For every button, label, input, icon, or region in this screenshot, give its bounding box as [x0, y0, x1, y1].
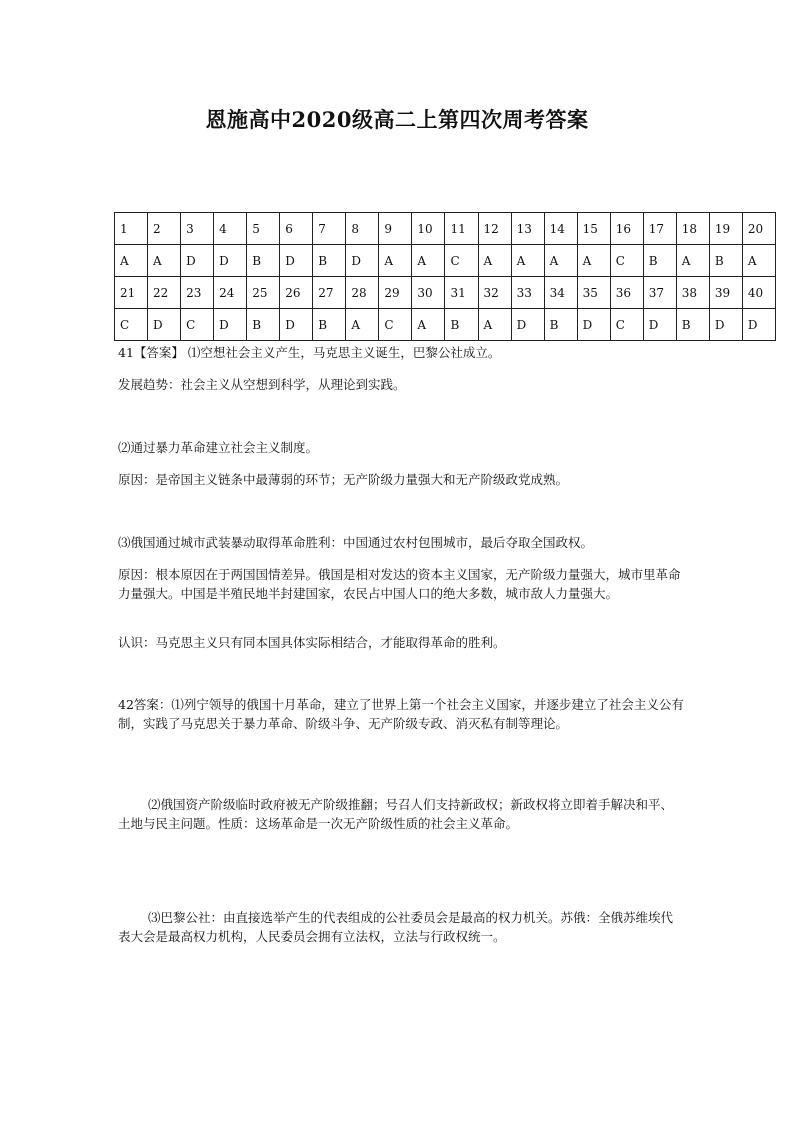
- question-number-cell: 18: [676, 213, 709, 245]
- answer-cell: D: [577, 309, 610, 341]
- answer-cell: A: [379, 245, 412, 277]
- document-title: 恩施高中2020级高二上第四次周考答案: [205, 107, 589, 132]
- answer-cell: B: [313, 309, 346, 341]
- question-number-cell: 32: [478, 277, 511, 309]
- answer-cell: A: [577, 245, 610, 277]
- question-number-cell: 5: [247, 213, 280, 245]
- question-number-cell: 17: [643, 213, 676, 245]
- answer-cell: A: [742, 245, 775, 277]
- q41-part3: ⑶俄国通过城市武装暴动取得革命胜利：中国通过农村包围城市，最后夺取全国政权。: [118, 535, 594, 550]
- answer-cell: A: [544, 245, 577, 277]
- question-number-cell: 29: [379, 277, 412, 309]
- answer-table-row: [115, 277, 776, 309]
- answer-cell: A: [478, 309, 511, 341]
- q41-trend: 发展趋势：社会主义从空想到科学，从理论到实践。: [118, 377, 406, 392]
- question-number-cell: 22: [148, 277, 181, 309]
- answer-cell: D: [280, 245, 313, 277]
- answer-cell: D: [709, 309, 742, 341]
- answer-cell: B: [676, 309, 709, 341]
- answer-cell: D: [280, 309, 313, 341]
- answer-cell: B: [313, 245, 346, 277]
- answer-cell: A: [115, 245, 148, 277]
- question-number-cell: 14: [544, 213, 577, 245]
- question-number-cell: 12: [478, 213, 511, 245]
- question-number-cell: 39: [709, 277, 742, 309]
- question-number-cell: 26: [280, 277, 313, 309]
- answer-cell: D: [346, 245, 379, 277]
- answer-cell: B: [709, 245, 742, 277]
- q41-insight: 认识：马克思主义只有同本国具体实际相结合，才能取得革命的胜利。: [118, 635, 506, 650]
- q41-part1: 41【答案】 ⑴空想社会主义产生，马克思主义诞生，巴黎公社成立。: [118, 345, 501, 360]
- q42-part2: ⑵俄国资产阶级临时政府被无产阶级推翻；号召人们支持新政权；新政权将立即着手解决和平、土地与民主问题。性质：这场革命是一次无产阶级性质的社会主义革命。: [118, 797, 674, 831]
- question-number-cell: 28: [346, 277, 379, 309]
- question-number-cell: 33: [511, 277, 544, 309]
- answer-table-row: [115, 309, 776, 341]
- question-number-cell: 20: [742, 213, 775, 245]
- question-number-cell: 37: [643, 277, 676, 309]
- answer-cell: B: [247, 309, 280, 341]
- answer-cell: D: [148, 309, 181, 341]
- question-number-cell: 7: [313, 213, 346, 245]
- answer-cell: A: [511, 245, 544, 277]
- q41-part2: ⑵通过暴力革命建立社会主义制度。: [118, 440, 319, 455]
- question-number-cell: 10: [412, 213, 445, 245]
- question-number-cell: 3: [181, 213, 214, 245]
- question-number-cell: 11: [445, 213, 478, 245]
- question-number-cell: 16: [610, 213, 643, 245]
- q41-reason2: 原因：是帝国主义链条中最薄弱的环节；无产阶级力量强大和无产阶级政党成熟。: [118, 472, 569, 487]
- answer-table: [114, 212, 776, 341]
- question-number-cell: 30: [412, 277, 445, 309]
- answer-cell: A: [478, 245, 511, 277]
- answer-cell: A: [412, 245, 445, 277]
- question-number-cell: 24: [214, 277, 247, 309]
- answer-cell: B: [643, 245, 676, 277]
- answer-cell: D: [511, 309, 544, 341]
- question-number-cell: 31: [445, 277, 478, 309]
- question-number-cell: 6: [280, 213, 313, 245]
- answer-cell: A: [676, 245, 709, 277]
- question-number-cell: 35: [577, 277, 610, 309]
- question-number-cell: 8: [346, 213, 379, 245]
- question-number-cell: 13: [511, 213, 544, 245]
- answer-cell: D: [214, 245, 247, 277]
- question-number-cell: 4: [214, 213, 247, 245]
- question-number-cell: 23: [181, 277, 214, 309]
- question-number-cell: 34: [544, 277, 577, 309]
- q42-part1: 42答案：⑴列宁领导的俄国十月革命，建立了世界上第一个社会主义国家，并逐步建立了社会主义公有制，实践了马克思关于暴力革命、阶级斗争、无产阶级专政、消灭私有制等理论。: [118, 697, 684, 731]
- question-number-cell: 38: [676, 277, 709, 309]
- question-number-cell: 21: [115, 277, 148, 309]
- answer-cell: C: [445, 245, 478, 277]
- answer-table-row: [115, 213, 776, 245]
- question-number-cell: 2: [148, 213, 181, 245]
- question-number-cell: 9: [379, 213, 412, 245]
- question-number-cell: 25: [247, 277, 280, 309]
- answer-table-row: [115, 245, 776, 277]
- answer-cell: C: [610, 309, 643, 341]
- answer-cell: C: [115, 309, 148, 341]
- answer-cell: A: [412, 309, 445, 341]
- answer-cell: C: [379, 309, 412, 341]
- answer-cell: A: [346, 309, 379, 341]
- answer-cell: C: [610, 245, 643, 277]
- question-number-cell: 15: [577, 213, 610, 245]
- answer-cell: D: [214, 309, 247, 341]
- answer-cell: D: [181, 245, 214, 277]
- q42-part3: ⑶巴黎公社：由直接选举产生的代表组成的公社委员会是最高的权力机关。苏俄：全俄苏维埃代表大会是最高权力机构，人民委员会拥有立法权，立法与行政权统一。: [118, 910, 674, 944]
- question-number-cell: 19: [709, 213, 742, 245]
- answer-cell: A: [148, 245, 181, 277]
- answer-cell: C: [181, 309, 214, 341]
- question-number-cell: 1: [115, 213, 148, 245]
- question-number-cell: 27: [313, 277, 346, 309]
- question-number-cell: 40: [742, 277, 775, 309]
- question-number-cell: 36: [610, 277, 643, 309]
- answer-cell: D: [643, 309, 676, 341]
- answer-cell: B: [544, 309, 577, 341]
- answer-cell: D: [742, 309, 775, 341]
- answer-cell: B: [247, 245, 280, 277]
- q41-reason3: 原因：根本原因在于两国国情差异。俄国是相对发达的资本主义国家，无产阶级力量强大，城市里革命力量强大。中国是半殖民地半封建国家，农民占中国人口的绝大多数，城市敌人力量强大。: [118, 567, 681, 601]
- answer-cell: B: [445, 309, 478, 341]
